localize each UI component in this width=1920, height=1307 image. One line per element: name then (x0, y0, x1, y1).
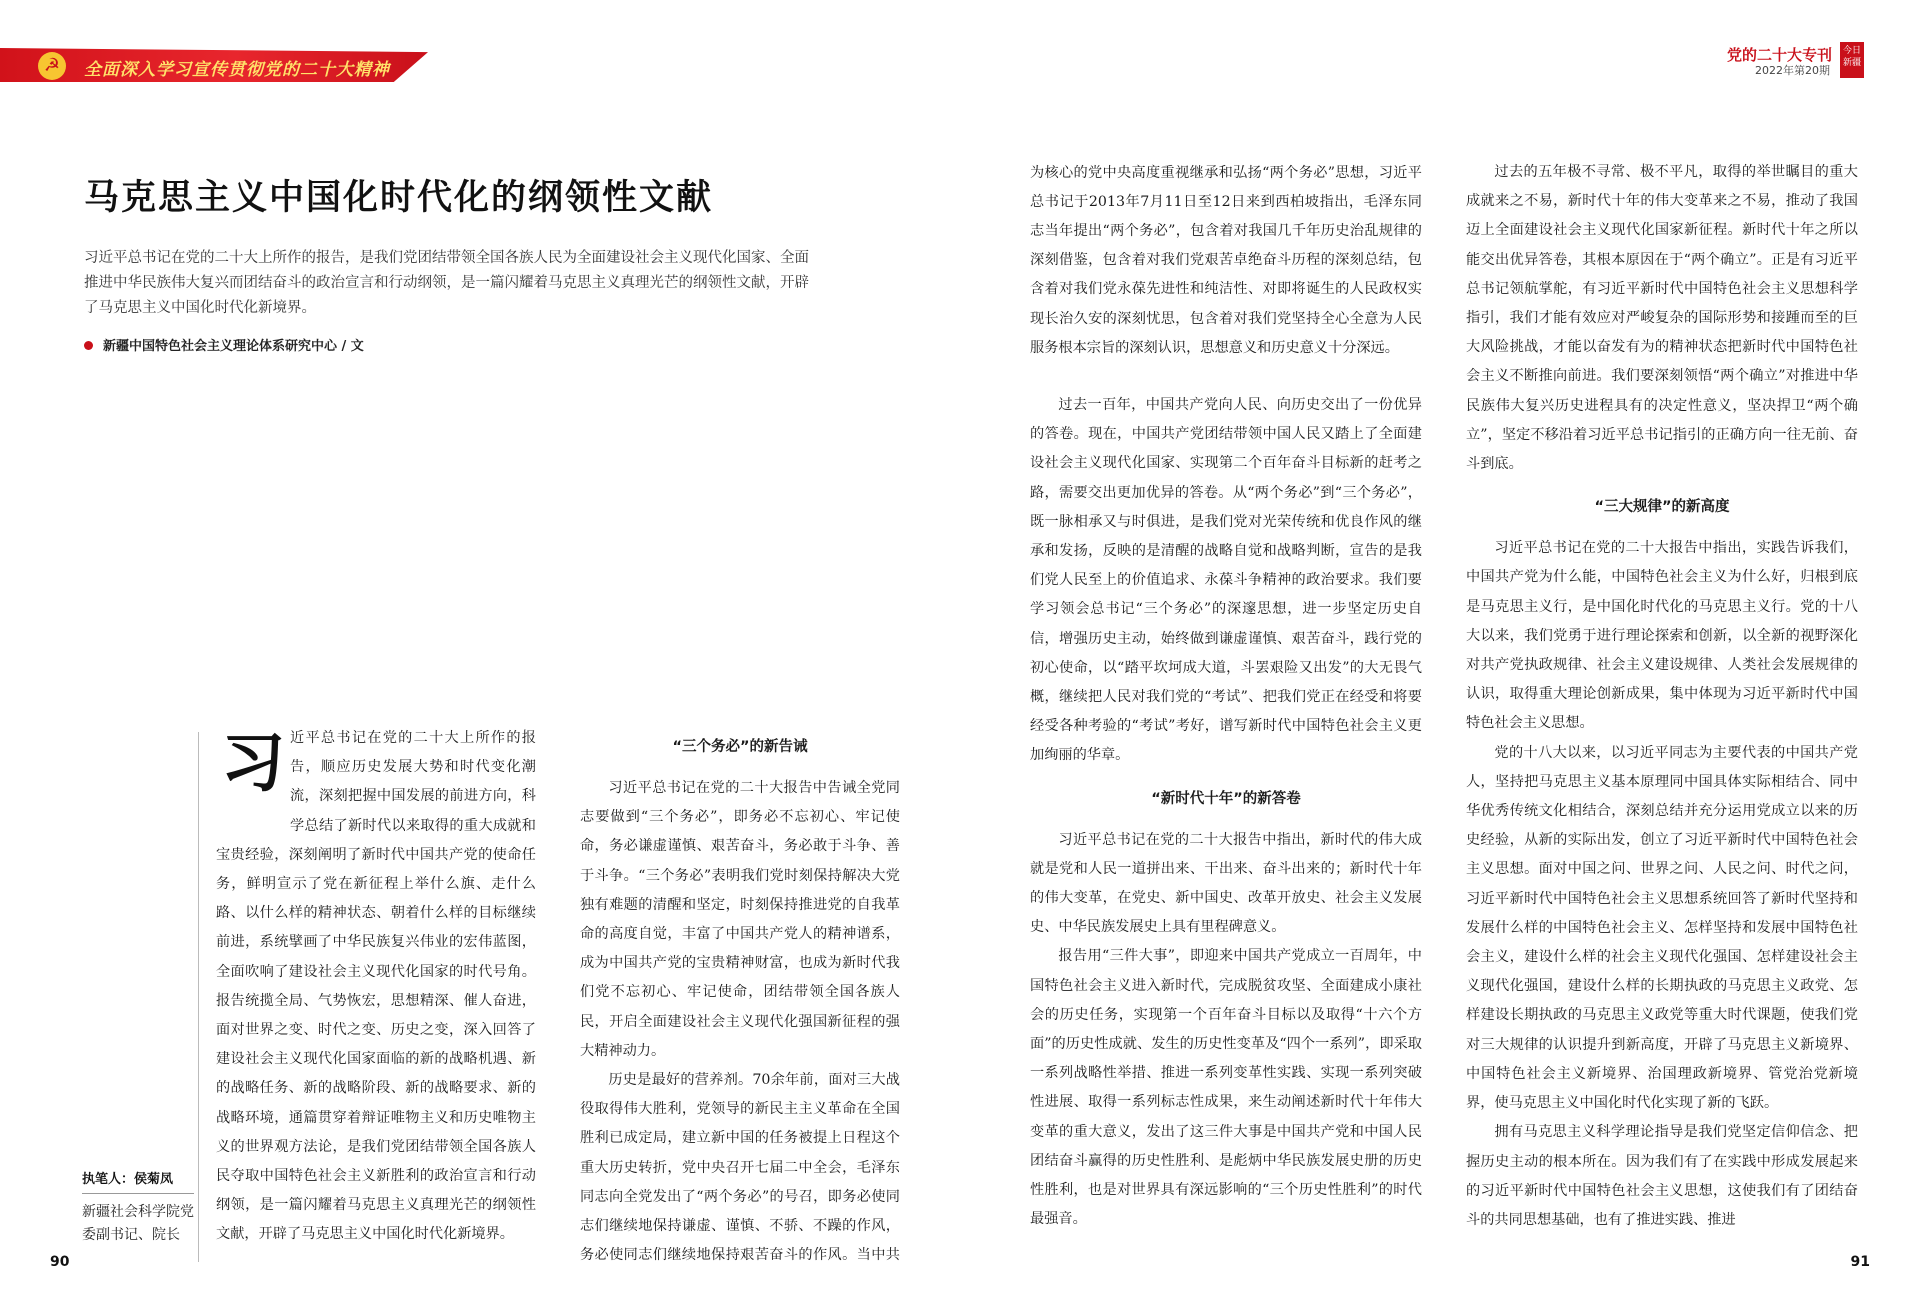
paragraph: 历史是最好的营养剂。70余年前，面对三大战役取得伟大胜利，党领导的新民主主义革命在全国胜利已成定局，建立新中国的任务被提上日程这个重大历史转折，党中央召开七届二中全会，毛泽东同志向全党发出了“两个务必”的号召，即务必使同志们继续地保持谦虚、谨慎、不骄、不躁的作风，务必使同志们继续地保持艰苦奋斗的作风。当中共 (580, 1072, 900, 1263)
article-lead: 习近平总书记在党的二十大上所作的报告，是我们党团结带领全国各族人民为全面建设社会主义现代化国家、全面推进中华民族伟大复兴而团结奋斗的政治宣言和行动纲领，是一篇闪耀着马克思主义真理光芒的纲领性文献，开辟了马克思主义中国化时代化新境界。 (84, 250, 809, 316)
section-heading-san-ge-wubi: “三个务必”的新告诫 (672, 739, 808, 755)
paragraph: 报告用“三件大事”，即迎来中国共产党成立一百周年，中国特色社会主义进入新时代，完成脱贫攻坚、全面建成小康社会的历史任务，实现第一个百年奋斗目标以及取得“十六个方面”的历史性成就、发生的历史性变革及“四个一系列”，即采取一系列战略性举措、推进一系列变革性实践、实现一系列突破性进展、取得一系列标志性成果，来生动阐述新时代十年伟大变革的重大意义，发出了这三件大事是中国共产党和中国人民团结奋斗赢得的历史性胜利、是彪炳中华民族发展史册的历史性胜利，也是对世界具有深远影响的“三个历史性胜利”的时代最强音。 (1030, 948, 1422, 1228)
section-heading-san-da-guilv: “三大规律”的新高度 (1594, 499, 1730, 516)
body-column-1 (216, 724, 536, 1264)
issue-number: 2022年第20期 (1755, 64, 1830, 77)
author-affiliation: 新疆社会科学院党委副书记、院长 (82, 1204, 194, 1243)
page-number-right: 91 (1850, 1254, 1870, 1270)
paragraph: 习近平总书记在党的二十大报告中指出，实践告诉我们，中国共产党为什么能，中国特色社会主义为什么好，归根到底是马克思主义行，是中国化时代化的马克思主义行。党的十八大以来，我们党勇于进行理论探索和创新，以全新的视野深化对共产党执政规律、社会主义建设规律、人类社会发展规律的认识，取得重大理论创新成果，集中体现为习近平新时代中国特色社会主义思想。 (1466, 540, 1858, 732)
paragraph: 习近平总书记在党的二十大报告中指出，新时代的伟大成就是党和人民一道拼出来、干出来、奋斗出来的；新时代十年的伟大变革，在党史、新中国史、改革开放史、社会主义发展史、中华民族发展史上具有里程碑意义。 (1030, 831, 1422, 936)
paragraph-intro: 近平总书记在党的二十大上所作的报告，顺应历史发展大势和时代变化潮流，深刻把握中国发展的前进方向，科学总结了新时代以来取得的重大成就和宝贵经验，深刻阐明了新时代中国共产党的使命任务，鲜明宣示了党在新征程上举什么旗、走什么路、以什么样的精神状态、朝着什么样的目标继续前进，系统擘画了中华民族复兴伟业的宏伟蓝图，全面吹响了建设社会主义现代化国家的时代号角。报告统揽全局、气势恢宏，思想精深、催人奋进，面对世界之变、时代之变、历史之变，深入回答了建设社会主义现代化国家面临的新的战略机遇、新的战略任务、新的战略阶段、新的战略要求、新的战略环境，通篇贯穿着辩证唯物主义和历史唯物主义的世界观方法论，是我们党团结带领全国各族人民夺取中国特色社会主义新胜利的政治宣言和行动纲领，是一篇闪耀着马克思主义真理光芒的纲领性文献，开辟了马克思主义中国化时代化新境界。 (216, 730, 536, 1243)
body-column-2 (580, 733, 900, 1263)
article-title: 马克思主义中国化时代化的纲领性文献 (84, 178, 714, 218)
body-column-3 (1030, 158, 1422, 1260)
paragraph-continued (1030, 158, 1422, 391)
banner-title: 全面深入学习宣传贯彻党的二十大精神 (84, 60, 390, 80)
paragraph: 过去的五年极不寻常、极不平凡，取得的举世瞩目的重大成就来之不易，新时代十年的伟大变革来之不易，推动了我国迈上全面建设社会主义现代化国家新征程。新时代十年之所以能交出优异答卷，其根本原因在于“两个确立”。正是有习近平总书记领航掌舵，有习近平新时代中国特色社会主义思想科学指引，我们才能有效应对严峻复杂的国际形势和接踵而至的巨大风险挑战，才能以奋发有为的精神状态把新时代中国特色社会主义不断推向前进。我们要深刻领悟“两个确立”对推进中华民族伟大复兴历史进程具有的决定性意义，坚决捍卫“两个确立”，坚定不移沿着习近平总书记指引的正确方向一往无前、奋斗到底。 (1466, 164, 1858, 473)
party-emblem-icon: ☭ (38, 52, 66, 80)
brand-logo: 今日新疆 (1840, 42, 1864, 78)
sidebar-divider (198, 732, 199, 1262)
author-name: 执笔人：侯菊凤 (82, 1172, 174, 1187)
paragraph: 过去一百年，中国共产党向人民、向历史交出了一份优异的答卷。现在，中国共产党团结带领中国人民又踏上了全面建设社会主义现代化国家、实现第二个百年奋斗目标新的赶考之路，需要交出更加优异的答卷。从“两个务必”到“三个务必”，既一脉相承又与时俱进，是我们党对光荣传统和优良作风的继承和发扬，反映的是清醒的战略自觉和战略判断，宣告的是我们党人民至上的价值追求、永葆斗争精神的政治要求。我们要学习领会总书记“三个务必”的深邃思想，进一步坚定历史自信，增强历史主动，始终做到谦虚谨慎、艰苦奋斗，践行党的初心使命，以“踏平坎坷成大道，斗罢艰险又出发”的大无畏气概，继续把人民对我们党的“考试”、把我们党正在经受和将要经受各种考验的“考试”考好，谱写新时代中国特色社会主义更加绚丽的华章。 (1030, 397, 1422, 764)
body-column-4 (1466, 158, 1858, 1260)
paragraph-continued-text: 为核心的党中央高度重视继承和弘扬“两个务必”思想，习近平总书记于2013年7月11日至12日来到西柏坡指出，毛泽东同志当年提出“两个务必”，包含着对我国几千年历史治乱规律的深刻借鉴，包含着对我们党艰苦卓绝奋斗历程的深刻总结，包含着对我们党永葆先进性和纯洁性、对即将诞生的人民政权实现长治久安的深刻忧思，包含着对我们党坚持全心全意为人民服务根本宗旨的深刻认识，思想意义和历史意义十分深远。 (1030, 164, 1422, 356)
paragraph: 习近平总书记在党的二十大报告中告诫全党同志要做到“三个务必”，即务必不忘初心、牢记使命，务必谦虚谨慎、艰苦奋斗，务必敢于斗争、善于斗争。“三个务必”表明我们党时刻保持解决大党独有难题的清醒和坚定，时刻保持推进党的自我革命的高度自觉，丰富了中国共产党人的精神谱系，成为中国共产党的宝贵精神财富，也成为新时代我们党不忘初心、牢记使命，团结带领全国各族人民，开启全面建设社会主义现代化强国新征程的强大精神动力。 (580, 780, 900, 1059)
section-heading-xin-shidai: “新时代十年”的新答卷 (1151, 790, 1301, 807)
bullet-dot-icon (84, 341, 93, 350)
paragraph: 党的十八大以来，以习近平同志为主要代表的中国共产党人，坚持把马克思主义基本原理同中国具体实际相结合、同中华优秀传统文化相结合，深刻总结并充分运用党成立以来的历史经验，从新的实际出发，创立了习近平新时代中国特色社会主义思想。面对中国之问、世界之问、人民之问、时代之问，习近平新时代中国特色社会主义思想系统回答了新时代坚持和发展什么样的中国特色社会主义、怎样坚持和发展中国特色社会主义，建设什么样的社会主义现代化强国、怎样建设社会主义现代化强国，建设什么样的长期执政的马克思主义政党、怎样建设长期执政的马克思主义政党等重大时代课题，使我们党对三大规律的认识提升到新高度，开辟了马克思主义新境界、中国特色社会主义新境界、治国理政新境界、管党治党新境界，使马克思主义中国化时代化实现了新的飞跃。 (1466, 744, 1858, 1112)
page-number-left: 90 (50, 1254, 70, 1270)
paragraph: 拥有马克思主义科学理论指导是我们党坚定信仰信念、把握历史主动的根本所在。因为我们有了在实践中形成发展起来的习近平新时代中国特色社会主义思想，这使我们有了团结奋斗的共同思想基础，也有了推进实践、推进 (1466, 1124, 1858, 1228)
byline-text: 新疆中国特色社会主义理论体系研究中心 / 文 (103, 339, 364, 354)
article-byline (84, 335, 364, 354)
issue-title: 党的二十大专刊 (1726, 46, 1832, 64)
author-divider (82, 1193, 194, 1194)
drop-cap: 习 (221, 726, 285, 801)
